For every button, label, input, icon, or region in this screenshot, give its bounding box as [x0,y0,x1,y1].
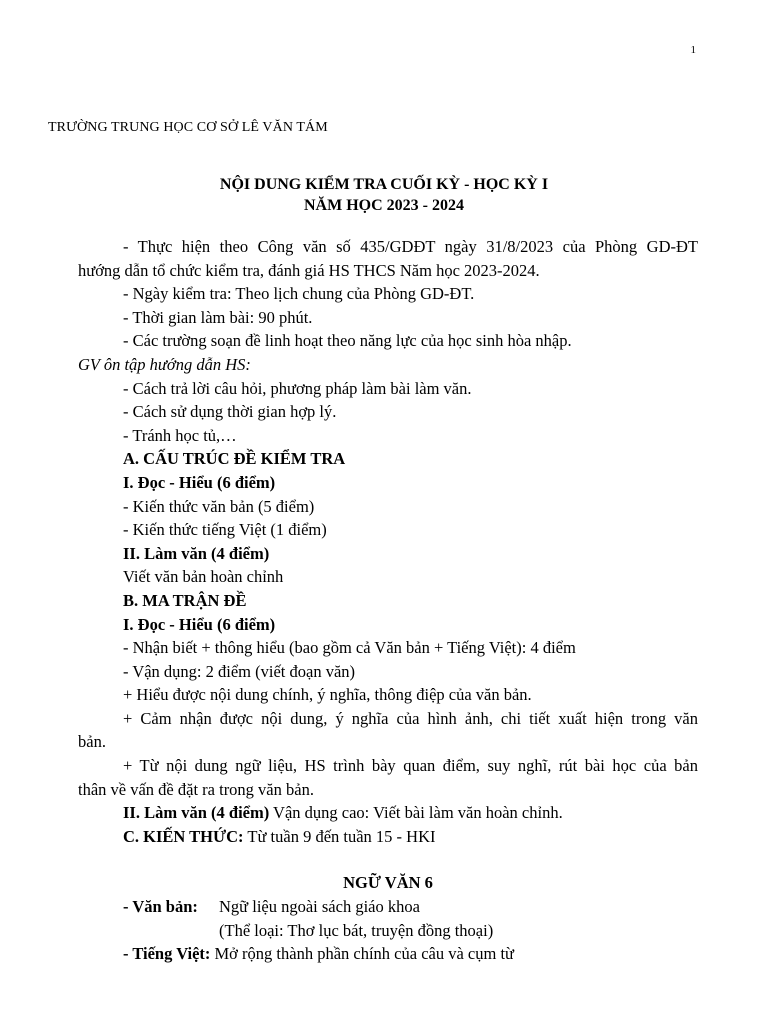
school-name: TRƯỜNG TRUNG HỌC CƠ SỞ LÊ VĂN TÁM [48,120,328,135]
paragraph-line: + Cảm nhận được nội dung, ý nghĩa của hình ảnh, chi tiết xuất hiện trong văn [123,708,698,728]
grade-heading: NGỮ VĂN 6 [343,873,433,893]
document-body [78,235,698,966]
tieng-viet-line [78,942,698,966]
paragraph-line: bản. [78,732,106,752]
section-c-heading: C. KIẾN THỨC: [123,826,244,846]
exam-date: - Ngày kiểm tra: Theo lịch chung của Phòng GD-ĐT. [123,284,475,304]
van-ban-label: - Văn bản: [123,897,198,917]
section-c-text: Từ tuần 9 đến tuần 15 - HKI [243,826,436,846]
gv-heading: GV ôn tập hướng dẫn HS: [78,354,251,374]
paragraph-line: thân về vấn đề đặt ra trong văn bản. [78,779,314,799]
section-b-heading: B. MA TRẬN ĐỀ [123,590,247,610]
list-item: - Kiến thức tiếng Việt (1 điểm) [123,520,327,540]
exam-duration: - Thời gian làm bài: 90 phút. [123,307,313,327]
page-number: 1 [690,44,696,56]
tieng-viet-text: Mở rộng thành phần chính của câu và cụm từ [210,944,514,964]
document-title [0,174,768,216]
list-item: + Hiểu được nội dung chính, ý nghĩa, thông điệp của văn bản. [123,685,532,705]
section-c-line [78,825,698,849]
tieng-viet-label: - Tiếng Việt: [123,944,211,964]
paragraph-line: hướng dẫn tổ chức kiểm tra, đánh giá HS THCS Năm học 2023-2024. [78,260,540,280]
paragraph-line: + Từ nội dung ngữ liệu, HS trình bày quan điểm, suy nghĩ, rút bài học của bản [123,756,698,776]
list-item: - Vận dụng: 2 điểm (viết đoạn văn) [123,661,356,681]
list-item: - Cách trả lời câu hỏi, phương pháp làm bài làm văn. [123,378,472,398]
list-item: - Cách sử dụng thời gian hợp lý. [123,402,337,422]
lam-van-text: Vận dụng cao: Viết bài làm văn hoàn chỉnh. [269,803,563,823]
subsection-heading: I. Đọc - Hiểu (6 điểm) [123,472,276,492]
title-line-2: NĂM HỌC 2023 - 2024 [304,197,464,214]
list-item: - Nhận biết + thông hiểu (bao gồm cả Văn bản + Tiếng Việt): 4 điểm [123,638,576,658]
list-item: - Kiến thức văn bản (5 điểm) [123,496,315,516]
flexible-note: - Các trường soạn đề linh hoạt theo năng lực của học sinh hòa nhập. [123,331,572,351]
title-line-1: NỘI DUNG KIỂM TRA CUỐI KỲ - HỌC KỲ I [219,176,549,193]
paragraph-line: - Thực hiện theo Công văn số 435/GDĐT ngày 31/8/2023 của Phòng GD-ĐT [123,237,698,256]
lam-van-label: II. Làm văn (4 điểm) [123,803,270,823]
van-ban-text: Ngữ liệu ngoài sách giáo khoa [219,897,420,917]
section-a-heading: A. CẤU TRÚC ĐỀ KIỂM TRA [123,449,346,469]
lam-van-line [78,801,698,825]
list-item: Viết văn bản hoàn chỉnh [123,567,284,587]
van-ban-line [78,895,698,919]
van-ban-genre: (Thể loại: Thơ lục bát, truyện đồng thoại) [219,920,494,940]
list-item: - Tránh học tủ,… [123,425,237,445]
subsection-heading: II. Làm văn (4 điểm) [123,543,270,563]
subsection-heading: I. Đọc - Hiểu (6 điểm) [123,614,276,634]
